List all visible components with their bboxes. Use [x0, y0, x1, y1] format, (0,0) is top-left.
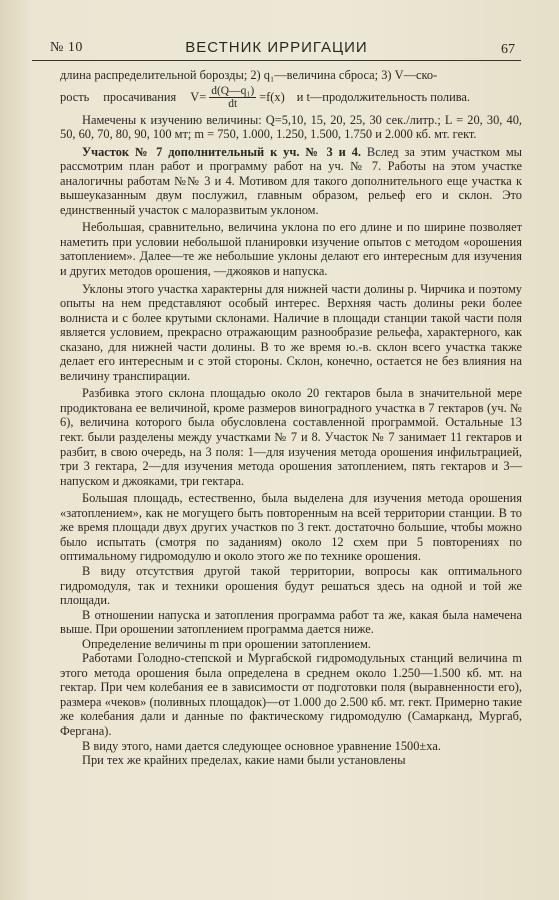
formula-numerator: d(Q—q₁)	[211, 85, 255, 98]
formula-line	[60, 83, 522, 113]
page-header	[32, 36, 521, 61]
formula-fraction	[209, 85, 256, 110]
article-body	[60, 68, 522, 768]
paragraph: Намечены к изучению величины: Q=5,10, 15, 20, 25, 30 сек./литр.; L = 20, 30, 40, 50, 60, 70, 80, 90, 100 мт; m = 750, 1.000, 1.250, 1.500, 1.750 и 2.000 кб. мт. гект.	[60, 112, 522, 142]
paragraph-section-7	[60, 145, 522, 218]
section-text: Вслед за этим участком мы рассмотрим план работ и программу работ на уч. № 7. Работы на этом участке аналогичны работам №№ 3 и 4. Мотивом для такого дополнительного еще участка к вышеуказанным двум послужил, главным образом, рельеф его и склон. Это единственный участок с малоразвитым уклоном.	[60, 144, 522, 217]
journal-title: ВЕСТНИК ИРРИГАЦИИ	[185, 39, 368, 56]
paragraph-continued: длина распределительной борозды; 2) q₁—величина сброса; 3) V—ско-	[60, 68, 438, 82]
formula-text-right: и t—продолжительность полива.	[296, 90, 470, 105]
paragraph: При тех же крайних пределах, какие нами были установлены	[82, 753, 406, 768]
paragraph: Уклоны этого участка характерны для нижней части долины р. Чирчика и поэтому опыты на нем представляют особый интерес. Верхняя часть долины реки более волниста и с более крутыми склонами. Наличие в площади станции такой части поля является условием, прекрасно отражающим разнообразие рельефа, характерного, как сказано, для нижней части долины. В то же время ю.-в. склон всего участка также делает его интересным и с этой стороны. Склон, конечно, остается не без влияния на величину транспирации.	[60, 281, 522, 383]
formula-text-left-2: просачивания	[103, 90, 177, 105]
formula-rhs: =f(x)	[259, 90, 285, 105]
formula-text-left: рость	[60, 90, 90, 105]
paragraph: В виду отсутствия другой такой территории, вопросы как оптимального гидромодуля, так и техники орошения будут решаться здесь на одной и той же площади.	[60, 563, 522, 608]
paragraph: В отношении напуска и затопления программа работ та же, какая была намечена выше. При орошении затоплением программа дается ниже.	[60, 607, 522, 637]
page-number: 67	[501, 42, 515, 57]
paragraph: Большая площадь, естественно, была выделена для изучения метода орошения «затоплением», как не могущего быть повторенным на всей территории станции. В то же время площади двух других участков по 3 гект. достаточно большие, чтобы можно было испытать (смотря по заданиям) около 12 схем при 5 повторениях по оптимальному гидромодулю и около этого же по технике орошения.	[60, 491, 522, 564]
paragraph: Разбивка этого склона площадью около 20 гектаров была в значительной мере продиктована ее величиной, кроме размеров виноградного участка в 7 гектаров (уч. № 6), величина которого была обусловлена составленной программой. Остальные 13 гект. были разделены между участками № 7 и 8. Участок № 7 занимает 11 гектаров и разбит, в свою очередь, на 3 поля: 1—для изучения метода орошения инфильтрацией, три 3 гектара, 2—для изучения метода орошения затоплением, пять гектаров и 3—напуском и джояками, три гектара.	[60, 386, 522, 488]
paragraph: В виду этого, нами дается следующее основное уравнение 1500±xa.	[82, 738, 442, 753]
section-heading: Участок № 7 дополнительный к уч. № 3 и 4.	[82, 144, 362, 159]
formula-denominator: dt	[228, 98, 238, 111]
issue-number: № 10	[50, 40, 83, 55]
formula-lhs: V=	[190, 90, 207, 105]
paragraph: Работами Голодно-степской и Мургабской гидромодульных станций величина m этого метода орошения была определена в среднем около 1.250—1.500 кб. мт. на гектар. При чем колебания ее в зависимости от подготовки поля (выравненности его), размера «чеков» (поливных площадок)—от 1.000 до 2.500 кб. мт. гект. Примерно такие же колебания дали и данные по фактическому гидромодулю (Самарканд, Мургаб, Фергана).	[60, 651, 522, 738]
paragraph: Небольшая, сравнительно, величина уклона по его длине и по ширине позволяет наметить при условии небольшой планировки изучение опытов с методом «орошения затоплением». Далее—те же небольшие уклоны делают его интересным для изучения и других методов орошения, —джояков и напуска.	[60, 220, 522, 279]
subheading: Определение величины m при орошении затоплением.	[82, 636, 371, 651]
